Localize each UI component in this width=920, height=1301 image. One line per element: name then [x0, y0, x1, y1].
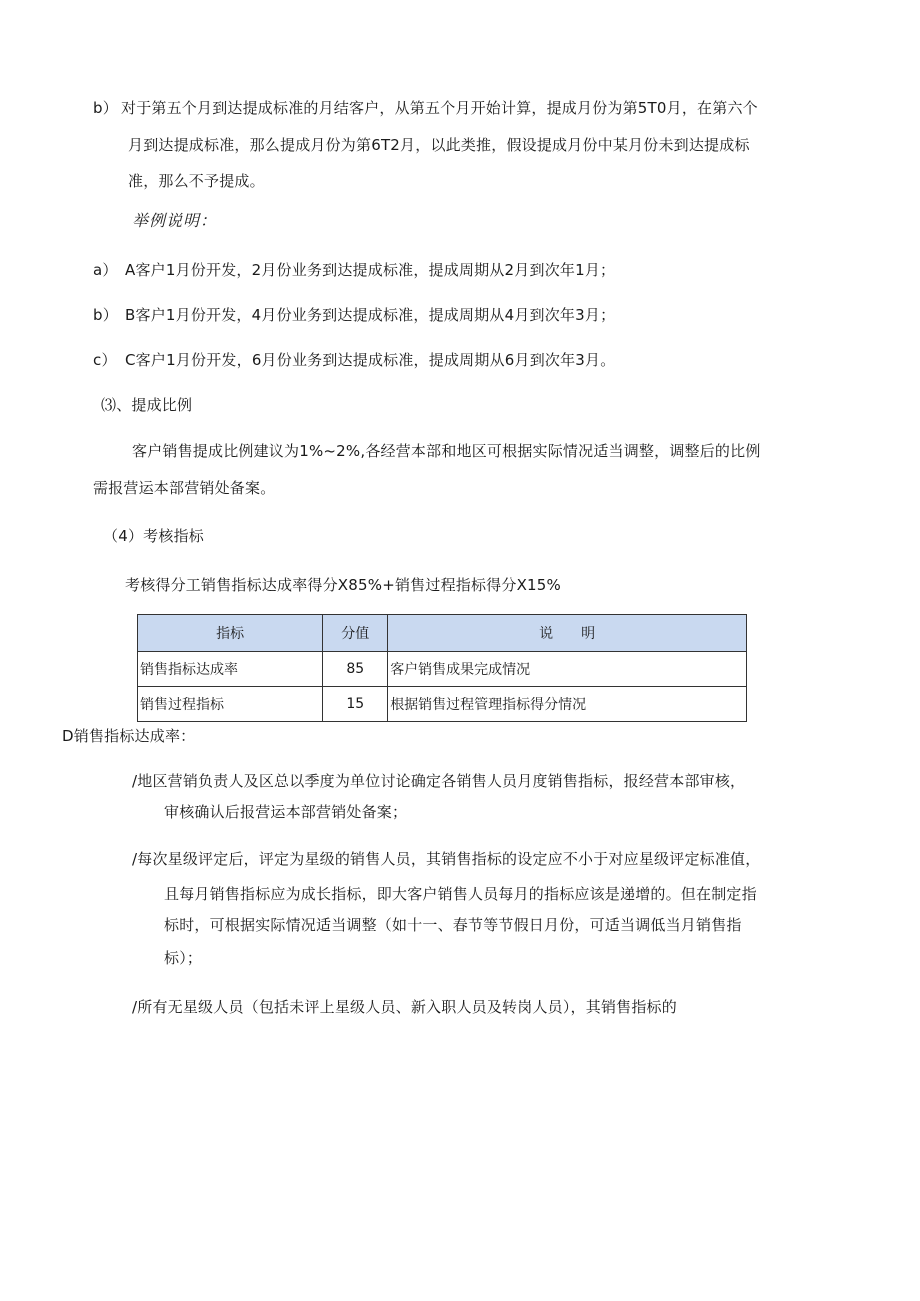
- assessment-formula: 考核得分工销售指标达成率得分X85%+销售过程指标得分X15%: [125, 576, 562, 594]
- para-b-line-2: 月到达提成标准，那么提成月份为第6T2月，以此类推，假设提成月份中某月份未到达提成标: [128, 136, 750, 154]
- score-table: [137, 614, 747, 722]
- section-3-line-1: 客户销售提成比例建议为1%~2%,各经营本部和地区可根据实际情况适当调整，调整后的比例: [132, 442, 761, 460]
- example-text-a: A客户1月份开发，2月份业务到达提成标准，提成周期从2月到次年1月；: [125, 261, 616, 279]
- example-item-c: [93, 350, 615, 370]
- example-marker-a: a）: [93, 261, 118, 279]
- example-item-b: [93, 305, 615, 325]
- example-text-b: B客户1月份开发，4月份业务到达提成标准，提成周期从4月到次年3月；: [125, 306, 616, 324]
- section-3-line-2: 需报营运本部营销处备案。: [93, 479, 276, 497]
- bullet-1-line-2: 审核确认后报营运本部营销处备案；: [164, 803, 408, 821]
- bullet-1-line-1: /地区营销负责人及区总以季度为单位讨论确定各销售人员月度销售指标，报经营本部审核，: [132, 772, 746, 790]
- para-b-line-3: 准，那么不予提成。: [128, 172, 265, 190]
- header-indicator: 指标: [138, 615, 323, 652]
- row-indicator: 销售指标达成率: [138, 652, 323, 687]
- example-marker-b: b）: [93, 306, 118, 324]
- para-b-marker: b）: [93, 99, 118, 117]
- score-table-header-row: [138, 615, 747, 652]
- table-row: [138, 652, 747, 687]
- bullet-2-line-1: /每次星级评定后，评定为星级的销售人员，其销售指标的设定应不小于对应星级评定标准值，: [132, 850, 761, 868]
- row-description: 客户销售成果完成情况: [388, 652, 747, 687]
- section-3-title: ⑶、提成比例: [101, 396, 193, 414]
- para-b-line-1: [93, 98, 758, 118]
- row-score: 85: [323, 652, 388, 687]
- subsection-d-title: D销售指标达成率：: [62, 727, 196, 745]
- example-heading: 举例说明：: [132, 211, 218, 230]
- row-description: 根据销售过程管理指标得分情况: [388, 687, 747, 722]
- para-b-text-1: 对于第五个月到达提成标准的月结客户，从第五个月开始计算，提成月份为第5T0月，在第六个: [121, 99, 758, 117]
- row-indicator: 销售过程指标: [138, 687, 323, 722]
- example-item-a: [93, 260, 615, 280]
- example-marker-c: c）: [93, 351, 117, 369]
- section-4-title: （4）考核指标: [103, 527, 204, 545]
- example-text-c: C客户1月份开发，6月份业务到达提成标准，提成周期从6月到次年3月。: [125, 351, 616, 369]
- bullet-2-line-4: 标）；: [164, 949, 203, 967]
- row-score: 15: [323, 687, 388, 722]
- bullet-2-line-2: 且每月销售指标应为成长指标，即大客户销售人员每月的指标应该是递增的。但在制定指: [164, 885, 757, 903]
- header-description: 说 明: [388, 615, 747, 652]
- bullet-3-line-1: /所有无星级人员（包括未评上星级人员、新入职人员及转岗人员），其销售指标的: [132, 998, 677, 1016]
- bullet-2-line-3: 标时，可根据实际情况适当调整（如十一、春节等节假日月份，可适当调低当月销售指: [164, 916, 742, 934]
- table-row: [138, 687, 747, 722]
- header-score: 分值: [323, 615, 388, 652]
